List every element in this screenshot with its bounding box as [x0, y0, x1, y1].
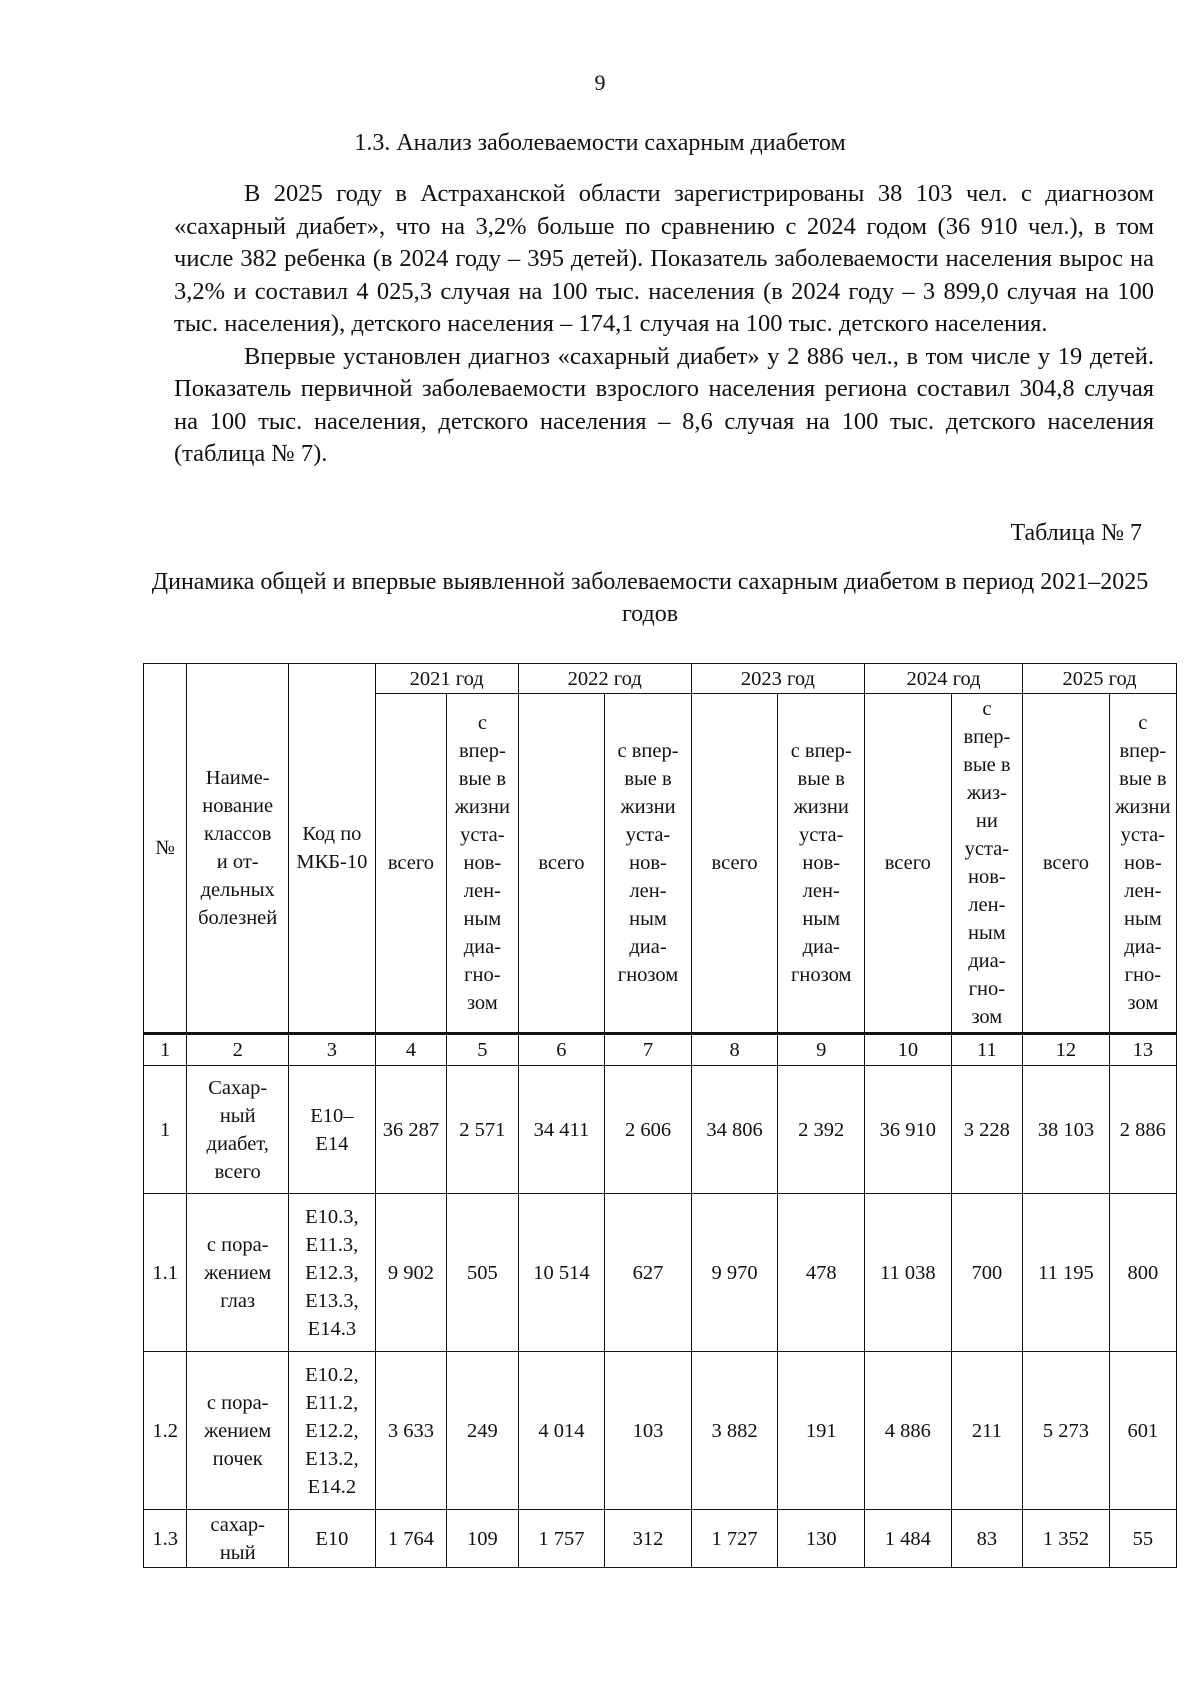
column-number: 10	[865, 1034, 952, 1066]
row-value: 3 228	[951, 1066, 1022, 1194]
header-total-2023: всего	[691, 694, 778, 1034]
header-total-2025: всего	[1023, 694, 1110, 1034]
row-value: 38 103	[1023, 1066, 1110, 1194]
table-row	[144, 1066, 1177, 1194]
header-first-2024: с впер- вые в жиз- ни уста- нов- лен- ным диа- гно- зом	[951, 694, 1022, 1034]
paragraph-1: В 2025 году в Астраханской области зарегистрированы 38 103 чел. с диагнозом «сахарный диабет», что на 3,2% больше по сравнению с 2024 годом (36 910 чел.), в том числе 382 ребенка (в 2024 году – 395 детей). Показатель заболеваемости населения вырос на 3,2% и составил 4 025,3 случая на 100 тыс. населения (в 2024 году – 3 899,0 случая на 100 тыс. населения), детского населения – 174,1 случая на 100 тыс. детского населения.	[174, 180, 1154, 337]
header-name: Наиме- нование классов и от- дельных болезней	[187, 664, 289, 1034]
paragraph-2: Впервые установлен диагноз «сахарный диабет» у 2 886 чел., в том числе у 19 детей. Показатель первичной заболеваемости взрослого населения региона составил 304,8 случая на 100 тыс. населения, детского населения – 8,6 случая на 100 тыс. детского населения (таблица № 7).	[174, 342, 1154, 467]
row-value: 505	[447, 1194, 518, 1352]
header-row-years	[144, 664, 1177, 694]
row-value: 211	[951, 1352, 1022, 1510]
header-first-2025: с впер- вые в жизни уста- нов- лен- ным диа- гно- зом	[1109, 694, 1176, 1034]
row-code: Е10.2, Е11.2, Е12.2, Е13.2, Е14.2	[289, 1352, 376, 1510]
page-number: 9	[594, 70, 606, 95]
row-value: 4 014	[518, 1352, 605, 1510]
row-value: 191	[778, 1352, 865, 1510]
row-num: 1.2	[144, 1352, 187, 1510]
header-first-2022: с впер- вые в жизни уста- нов- лен- ным диа- гнозом	[605, 694, 692, 1034]
row-value: 478	[778, 1194, 865, 1352]
row-value: 36 910	[865, 1066, 952, 1194]
header-total-2021: всего	[375, 694, 446, 1034]
row-value: 1 352	[1023, 1510, 1110, 1568]
row-value: 10 514	[518, 1194, 605, 1352]
row-value: 11 195	[1023, 1194, 1110, 1352]
column-number: 9	[778, 1034, 865, 1066]
body-text	[174, 178, 1154, 471]
column-number: 5	[447, 1034, 518, 1066]
row-name: с пора- жением почек	[187, 1352, 289, 1510]
row-value: 2 392	[778, 1066, 865, 1194]
row-value: 2 606	[605, 1066, 692, 1194]
row-num: 1.3	[144, 1510, 187, 1568]
row-value: 9 902	[375, 1194, 446, 1352]
row-code: Е10	[289, 1510, 376, 1568]
row-value: 1 727	[691, 1510, 778, 1568]
header-total-2022: всего	[518, 694, 605, 1034]
column-number: 12	[1023, 1034, 1110, 1066]
row-num: 1.1	[144, 1194, 187, 1352]
header-year-2024: 2024 год	[865, 664, 1023, 694]
header-total-2024: всего	[865, 694, 952, 1034]
row-value: 1 757	[518, 1510, 605, 1568]
header-code: Код по МКБ-10	[289, 664, 376, 1034]
row-name: сахар- ный	[187, 1510, 289, 1568]
column-number: 7	[605, 1034, 692, 1066]
section-title: 1.3. Анализ заболеваемости сахарным диабетом	[354, 130, 846, 156]
row-value: 130	[778, 1510, 865, 1568]
header-year-2023: 2023 год	[691, 664, 864, 694]
row-value: 1 484	[865, 1510, 952, 1568]
table-row	[144, 1510, 1177, 1568]
table-row	[144, 1194, 1177, 1352]
column-number: 11	[951, 1034, 1022, 1066]
row-value: 9 970	[691, 1194, 778, 1352]
row-value: 11 038	[865, 1194, 952, 1352]
row-value: 312	[605, 1510, 692, 1568]
row-value: 249	[447, 1352, 518, 1510]
row-value: 2 571	[447, 1066, 518, 1194]
column-number: 13	[1109, 1034, 1176, 1066]
header-year-2025: 2025 год	[1023, 664, 1177, 694]
row-value: 34 806	[691, 1066, 778, 1194]
row-value: 3 633	[375, 1352, 446, 1510]
row-value: 627	[605, 1194, 692, 1352]
row-value: 103	[605, 1352, 692, 1510]
row-value: 2 886	[1109, 1066, 1176, 1194]
header-first-2023: с впер- вые в жизни уста- нов- лен- ным диа- гнозом	[778, 694, 865, 1034]
disease-table	[143, 663, 1177, 1568]
table-number: Таблица № 7	[1010, 520, 1142, 546]
row-value: 3 882	[691, 1352, 778, 1510]
table-row	[144, 1352, 1177, 1510]
row-value: 83	[951, 1510, 1022, 1568]
row-code: Е10.3, Е11.3, Е12.3, Е13.3, Е14.3	[289, 1194, 376, 1352]
column-number: 1	[144, 1034, 187, 1066]
row-value: 5 273	[1023, 1352, 1110, 1510]
row-value: 34 411	[518, 1066, 605, 1194]
row-name: с пора- жением глаз	[187, 1194, 289, 1352]
row-value: 55	[1109, 1510, 1176, 1568]
row-value: 800	[1109, 1194, 1176, 1352]
row-value: 109	[447, 1510, 518, 1568]
row-num: 1	[144, 1066, 187, 1194]
row-value: 36 287	[375, 1066, 446, 1194]
column-number: 3	[289, 1034, 376, 1066]
column-number: 8	[691, 1034, 778, 1066]
header-year-2022: 2022 год	[518, 664, 691, 694]
header-first-2021: с впер- вые в жизни уста- нов- лен- ным диа- гно- зом	[447, 694, 518, 1034]
row-value: 1 764	[375, 1510, 446, 1568]
column-number: 6	[518, 1034, 605, 1066]
column-number-row	[144, 1034, 1177, 1066]
column-number: 4	[375, 1034, 446, 1066]
header-num: №	[144, 664, 187, 1034]
row-value: 601	[1109, 1352, 1176, 1510]
table-caption: Динамика общей и впервые выявленной заболеваемости сахарным диабетом в период 2021–2025 годов	[151, 569, 1149, 627]
header-year-2021: 2021 год	[375, 664, 518, 694]
row-name: Сахар- ный диабет, всего	[187, 1066, 289, 1194]
row-value: 700	[951, 1194, 1022, 1352]
column-number: 2	[187, 1034, 289, 1066]
row-value: 4 886	[865, 1352, 952, 1510]
row-code: Е10– Е14	[289, 1066, 376, 1194]
